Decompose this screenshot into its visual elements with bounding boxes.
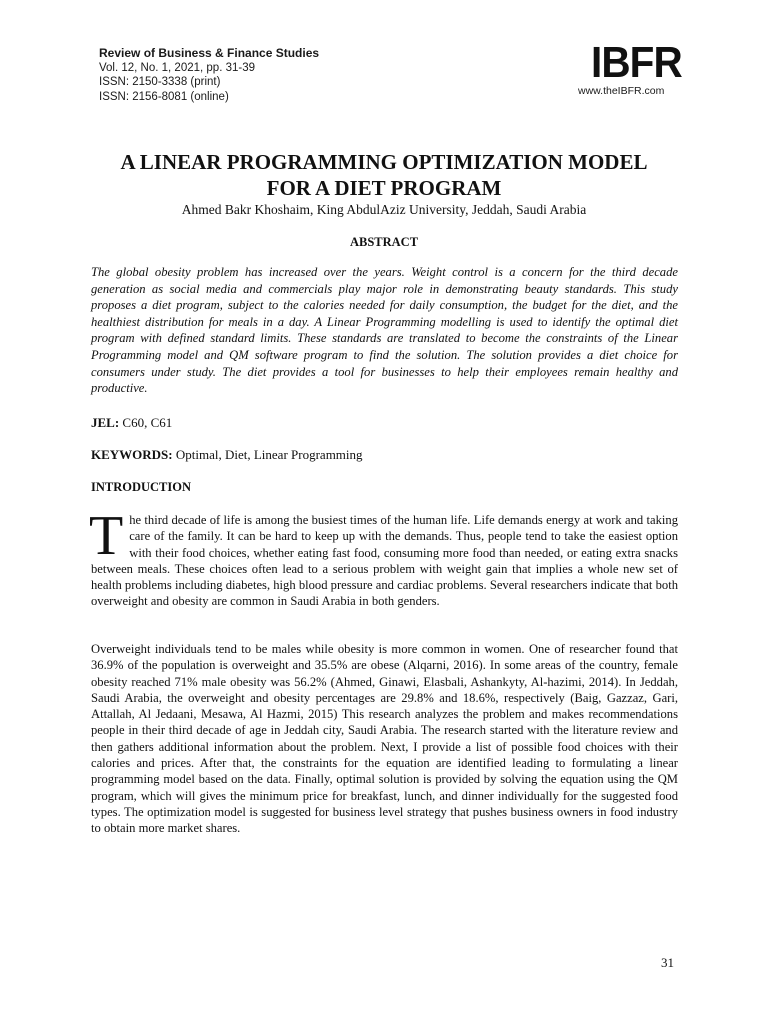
issn-online: ISSN: 2156-8081 (online) <box>99 90 229 103</box>
paper-title <box>60 149 708 201</box>
volume-info: Vol. 12, No. 1, 2021, pp. 31-39 <box>99 61 256 74</box>
website-link[interactable]: www.theIBFR.com <box>578 85 665 97</box>
intro-paragraph-2: Overweight individuals tend to be males while obesity is more common in women. One of researcher found that 36.9% of the population is overweight and 35.5% are obese (Alqarni, 2016). In some areas of the country, female obesity reached 71% male obesity was 56.2% (Ahmed, Ginawi, Elasbali, Ashankyty, Al-hazimi, 2014). In Jeddah, Saudi Arabia, the overweight and obesity percentages are 29.8% and 18.6%, respectively (Baig, Gazzaz, Gari, Attallah, Al Jedaani, Mesawa, Al Hazmi, 2015) This research analyzes the problem and makes recommendations people in their third decade of age in Jeddah city, Saudi Arabia. The research started with the literature review and then gathers additional information about the problem. Next, I provide a list of possible food choices with their calories and prices. After that, the constraints for the equation are identified leading to formulating a linear programming model based on the data. Finally, optimal solution is provided by solving the equation using the QM program, which will gives the minimum price for breakfast, lunch, and dinner individually for the suggested food types. The optimization model is suggested for business level strategy that pushes business owners in food industry to obtain more market shares. <box>91 642 678 836</box>
keywords-value: Optimal, Diet, Linear Programming <box>175 447 363 462</box>
intro-paragraph-1-text: he third decade of life is among the busiest times of the human life. Life demands energy at work and taking care of the family. It can be hard to keep up with the demands. Thus, people tend to take the easiest option with their food choices, whether eating fast food, consuming more food than needed, or eating extra snacks between meals. These choices often lead to a serious problem with weight gain that implies a whole new set of health problems including diabetes, high blood pressure and cardiac problems. Several researchers indicate that both overweight and obesity are common in Saudi Arabia in both genders. <box>91 513 678 609</box>
issn-print: ISSN: 2150-3338 (print) <box>99 76 221 88</box>
jel-codes <box>91 415 172 431</box>
intro-paragraph-1 <box>89 505 678 610</box>
title-line-2: FOR A DIET PROGRAM <box>266 176 502 200</box>
jel-label: JEL: <box>91 415 120 430</box>
jel-value: C60, C61 <box>122 415 173 430</box>
abstract-text: The global obesity problem has increased over the years. Weight control is a concern for the third decade generation as social media and commercials play major role in demonstrating beauty standards. This study proposes a diet program, subject to the calories needed for daily consumption, the budget for the diet, and the healthiest distribution for meals in a day. A Linear Programming modelling is used to identify the optimal diet program with defined standard limits. These standards are translated to become the constraints of the Linear Programming model and QM software program to find the solution. The solution provides a diet choice for consumers under study. The diet provides a tool for businesses to help their employees remain healthy and productive. <box>91 265 678 396</box>
keywords <box>91 447 363 463</box>
drop-cap: T <box>89 505 124 567</box>
keywords-label: KEYWORDS: <box>91 447 173 462</box>
journal-name: Review of Business & Finance Studies <box>99 46 320 60</box>
page-number: 31 <box>661 955 674 970</box>
journal-header <box>99 46 319 104</box>
author-affiliation: Ahmed Bakr Khoshaim, King AbdulAziz University, Jeddah, Saudi Arabia <box>181 202 587 217</box>
abstract-heading: ABSTRACT <box>349 235 419 249</box>
title-line-1: A LINEAR PROGRAMMING OPTIMIZATION MODEL <box>120 150 648 174</box>
introduction-heading: INTRODUCTION <box>91 480 192 494</box>
ibfr-logo: IBFR <box>591 38 682 87</box>
